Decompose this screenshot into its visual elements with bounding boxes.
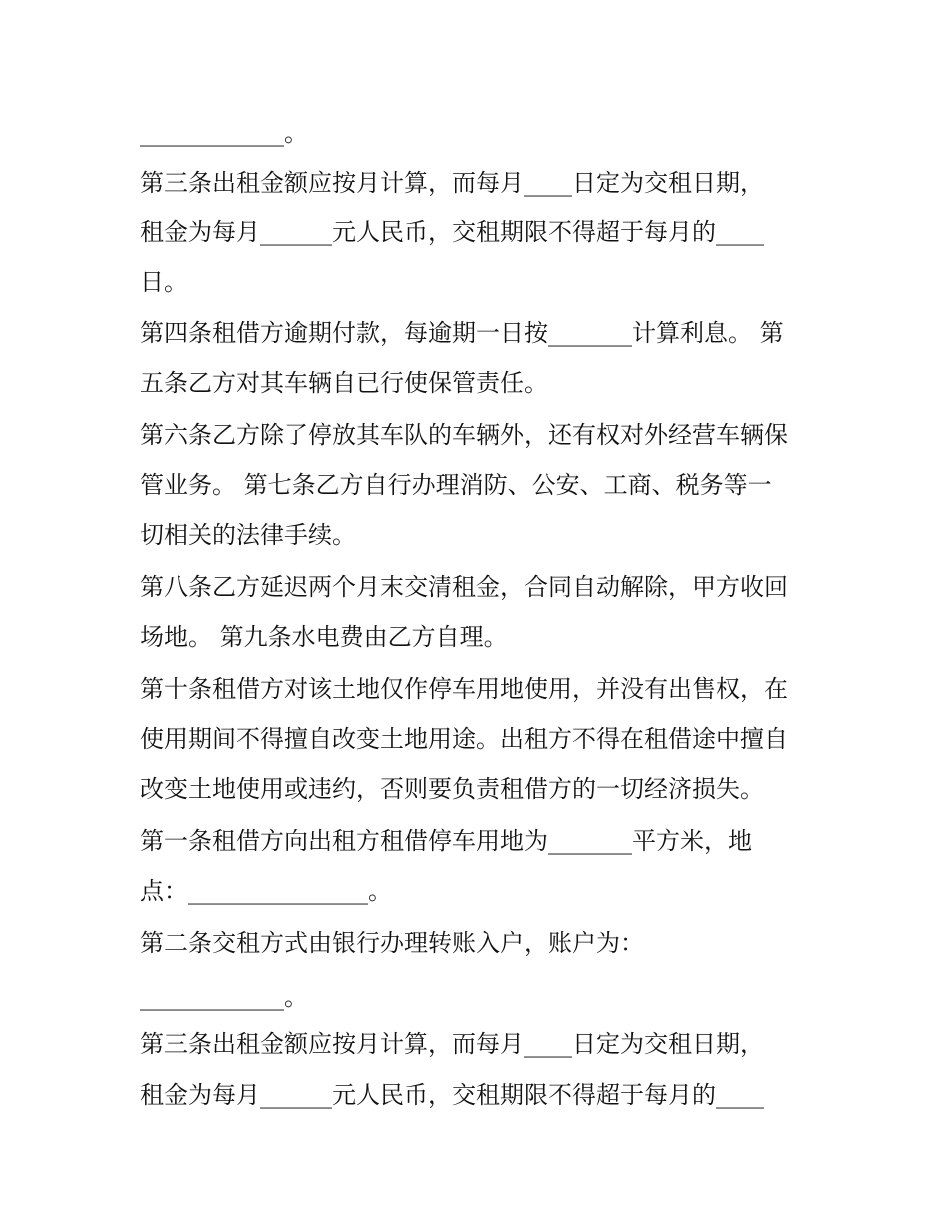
text-line: 第八条乙方延迟两个月末交清租金，合同自动解除，甲方收回 xyxy=(140,573,788,601)
text-line: 五条乙方对其车辆自已行使保管责任。 xyxy=(140,369,548,397)
text-line: 改变土地使用或违约，否则要负责租借方的一切经济损失。 xyxy=(140,775,764,803)
text-line: 点：_______________。 xyxy=(140,877,392,905)
text-line: 日。 xyxy=(140,268,188,296)
text-line: ____________。 xyxy=(140,983,308,1011)
text-line: ____________。 xyxy=(140,119,308,147)
text-line: 管业务。 第七条乙方自行办理消防、公安、工商、税务等一 xyxy=(140,471,772,499)
text-line: 第一条租借方向出租方租借停车用地为_______平方米，地 xyxy=(140,827,752,855)
text-line: 第三条出租金额应按月计算，而每月____日定为交租日期， xyxy=(140,169,764,197)
text-line: 第六条乙方除了停放其车队的车辆外，还有权对外经营车辆保 xyxy=(140,421,788,449)
text-line: 使用期间不得擅自改变土地用途。出租方不得在租借途中擅自 xyxy=(140,725,788,753)
text-line: 第十条租借方对该土地仅作停车用地使用，并没有出售权，在 xyxy=(140,675,788,703)
text-line: 第二条交租方式由银行办理转账入户，账户为： xyxy=(140,929,644,957)
text-line: 第三条出租金额应按月计算，而每月____日定为交租日期， xyxy=(140,1030,764,1058)
text-line: 场地。 第九条水电费由乙方自理。 xyxy=(140,623,508,651)
text-line: 租金为每月______元人民币，交租期限不得超于每月的____ xyxy=(140,218,764,246)
text-line: 切相关的法律手续。 xyxy=(140,521,356,549)
text-line: 租金为每月______元人民币，交租期限不得超于每月的____ xyxy=(140,1081,764,1109)
text-line: 第四条租借方逾期付款，每逾期一日按_______计算利息。 第 xyxy=(140,319,784,347)
